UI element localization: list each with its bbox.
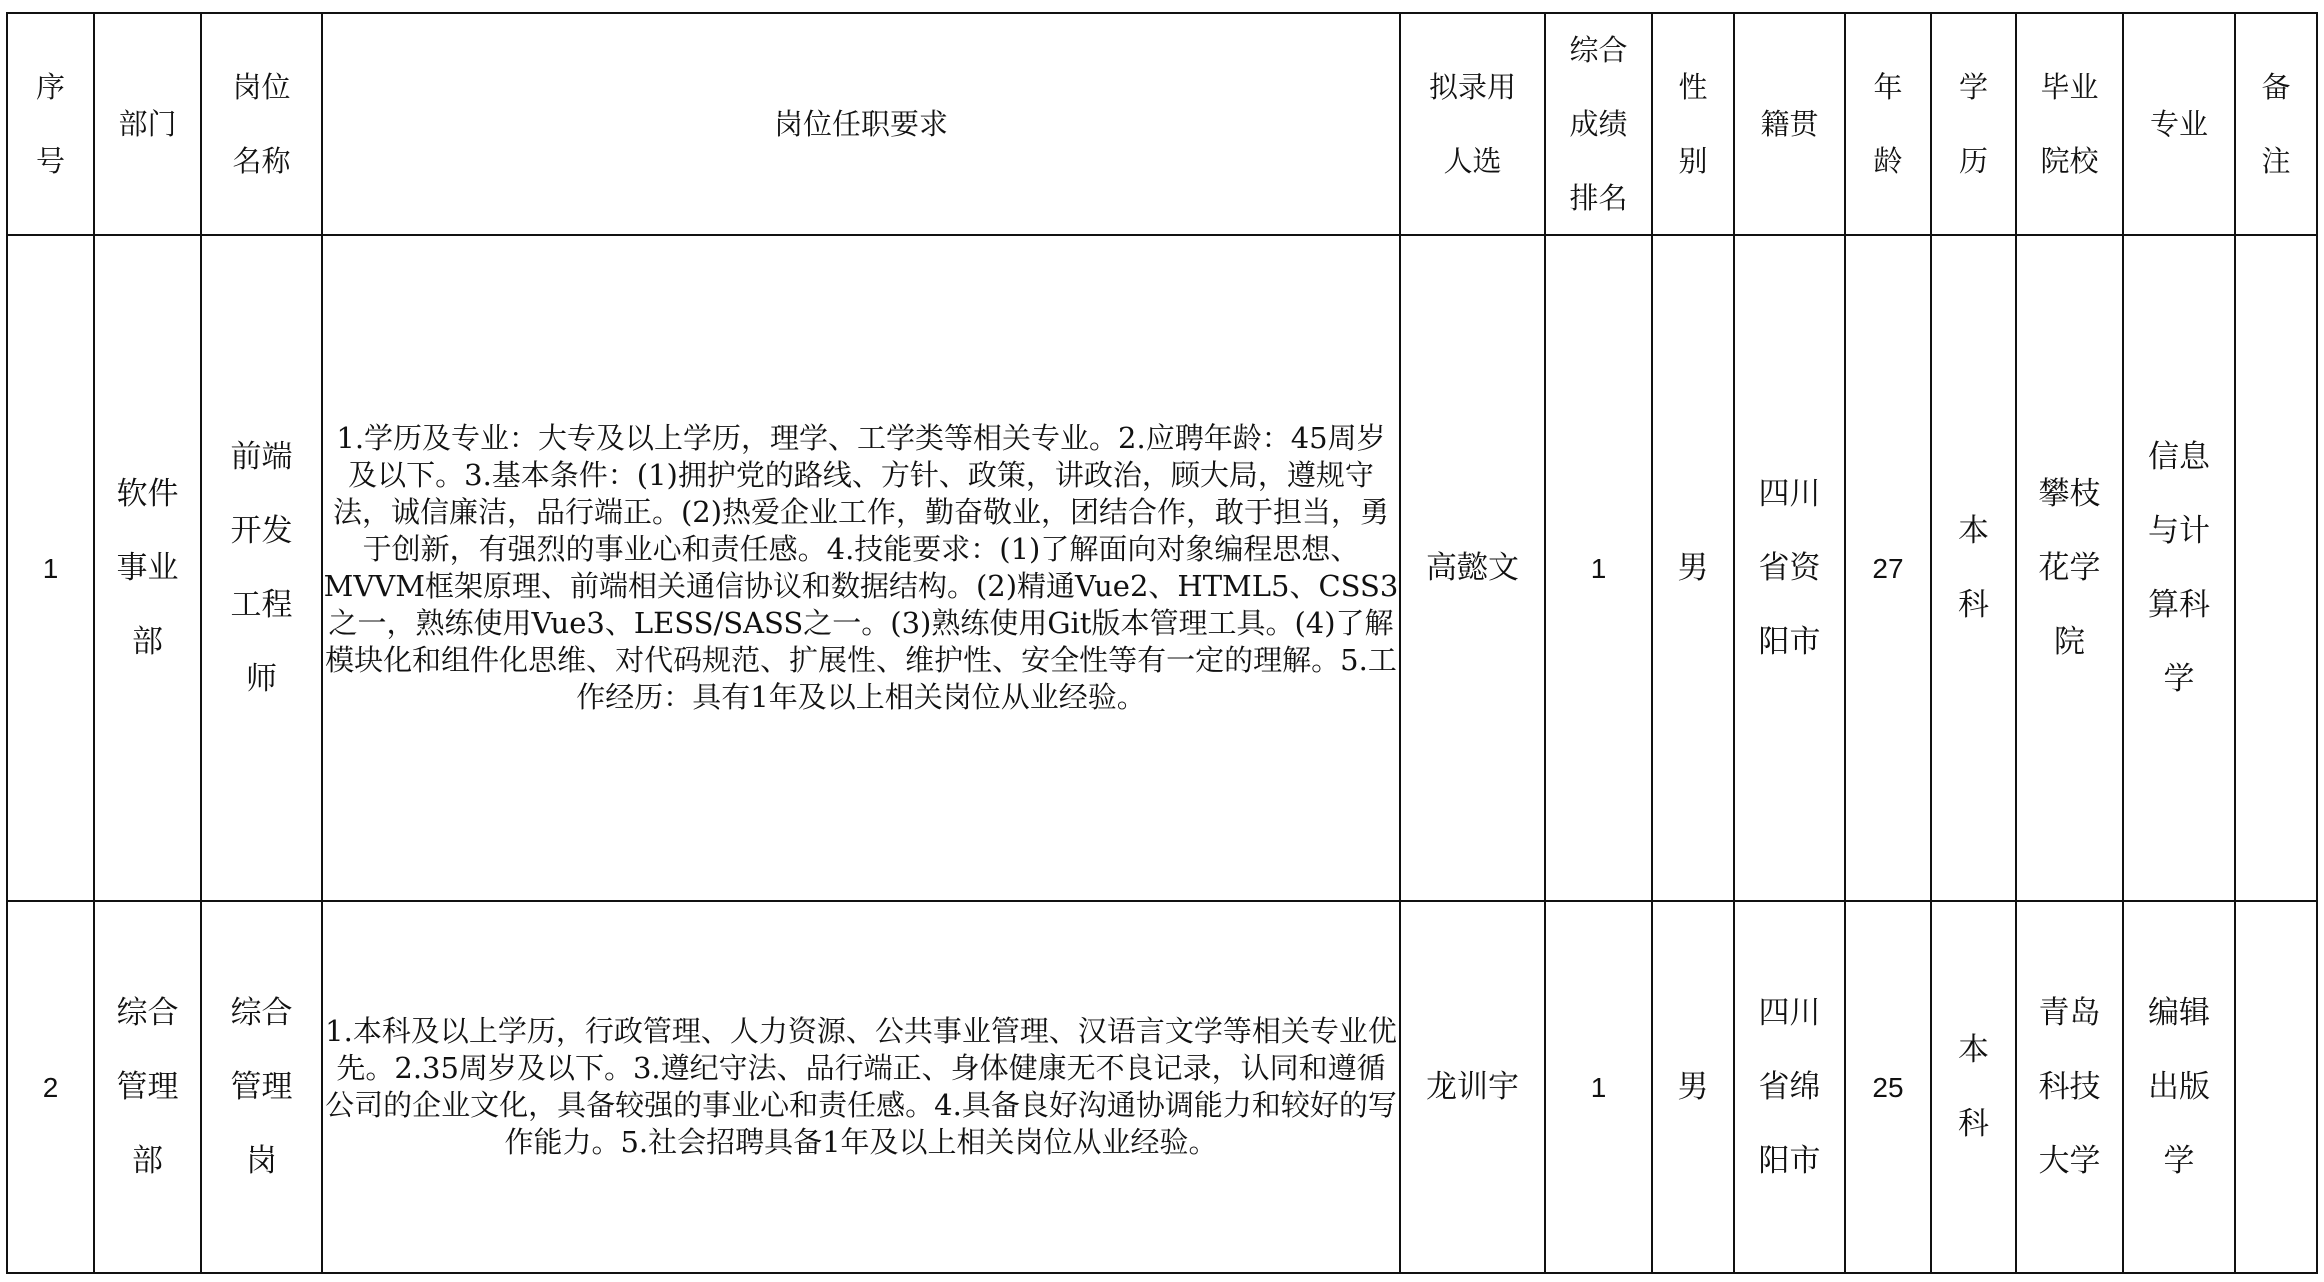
- header-school: 毕业 院校: [2016, 13, 2123, 235]
- header-requirements: 岗位任职要求: [322, 13, 1400, 235]
- cell-department: 软件 事业 部: [94, 235, 201, 901]
- cell-index: 1: [7, 235, 94, 901]
- cell-department: 综合 管理 部: [94, 901, 201, 1273]
- cell-candidate: 高懿文: [1400, 235, 1545, 901]
- cell-rank: 1: [1545, 901, 1652, 1273]
- cell-index: 2: [7, 901, 94, 1273]
- header-major: 专业: [2123, 13, 2235, 235]
- cell-gender: 男: [1652, 235, 1734, 901]
- cell-hometown: 四川 省资 阳市: [1734, 235, 1845, 901]
- cell-rank: 1: [1545, 235, 1652, 901]
- cell-major: 信息 与计 算科 学: [2123, 235, 2235, 901]
- header-hometown: 籍贯: [1734, 13, 1845, 235]
- cell-gender: 男: [1652, 901, 1734, 1273]
- cell-education: 本 科: [1931, 901, 2016, 1273]
- candidate-roster-table: [6, 12, 2318, 1274]
- cell-requirements: 1.本科及以上学历，行政管理、人力资源、公共事业管理、汉语言文学等相关专业优先。2.35周岁及以下。3.遵纪守法、品行端正、身体健康无不良记录，认同和遵循公司的企业文化，具备较强的事业心和责任感。4.具备良好沟通协调能力和较好的写作能力。5.社会招聘具备1年及以上相关岗位从业经验。: [322, 901, 1400, 1273]
- cell-major: 编辑 出版 学: [2123, 901, 2235, 1273]
- cell-position: 综合 管理 岗: [201, 901, 322, 1273]
- header-remarks: 备 注: [2235, 13, 2317, 235]
- cell-education: 本 科: [1931, 235, 2016, 901]
- header-row: [7, 13, 2317, 235]
- header-department: 部门: [94, 13, 201, 235]
- cell-requirements: 1.学历及专业：大专及以上学历，理学、工学类等相关专业。2.应聘年龄：45周岁及以下。3.基本条件：(1)拥护党的路线、方针、政策，讲政治，顾大局，遵规守法，诚信廉洁，品行端正。(2)热爱企业工作，勤奋敬业，团结合作，敢于担当，勇于创新，有强烈的事业心和责任感。4.技能要求：(1)了解面向对象编程思想、MVVM框架原理、前端相关通信协议和数据结构。(2)精通Vue2、HTML5、CSS3之一，熟练使用Vue3、LESS/SASS之一。(3)熟练使用Git版本管理工具。(4)了解模块化和组件化思维、对代码规范、扩展性、维护性、安全性等有一定的理解。5.工作经历：具有1年及以上相关岗位从业经验。: [322, 235, 1400, 901]
- cell-age: 25: [1845, 901, 1931, 1273]
- header-age: 年 龄: [1845, 13, 1931, 235]
- header-gender: 性 别: [1652, 13, 1734, 235]
- cell-hometown: 四川 省绵 阳市: [1734, 901, 1845, 1273]
- cell-candidate: 龙训宇: [1400, 901, 1545, 1273]
- header-position: 岗位 名称: [201, 13, 322, 235]
- table-row: [7, 235, 2317, 901]
- cell-school: 青岛 科技 大学: [2016, 901, 2123, 1273]
- header-education: 学 历: [1931, 13, 2016, 235]
- cell-age: 27: [1845, 235, 1931, 901]
- cell-remarks: [2235, 235, 2317, 901]
- cell-position: 前端 开发 工程 师: [201, 235, 322, 901]
- cell-remarks: [2235, 901, 2317, 1273]
- header-rank: 综合 成绩 排名: [1545, 13, 1652, 235]
- header-candidate: 拟录用 人选: [1400, 13, 1545, 235]
- header-index: 序 号: [7, 13, 94, 235]
- table-row: [7, 901, 2317, 1273]
- cell-school: 攀枝 花学 院: [2016, 235, 2123, 901]
